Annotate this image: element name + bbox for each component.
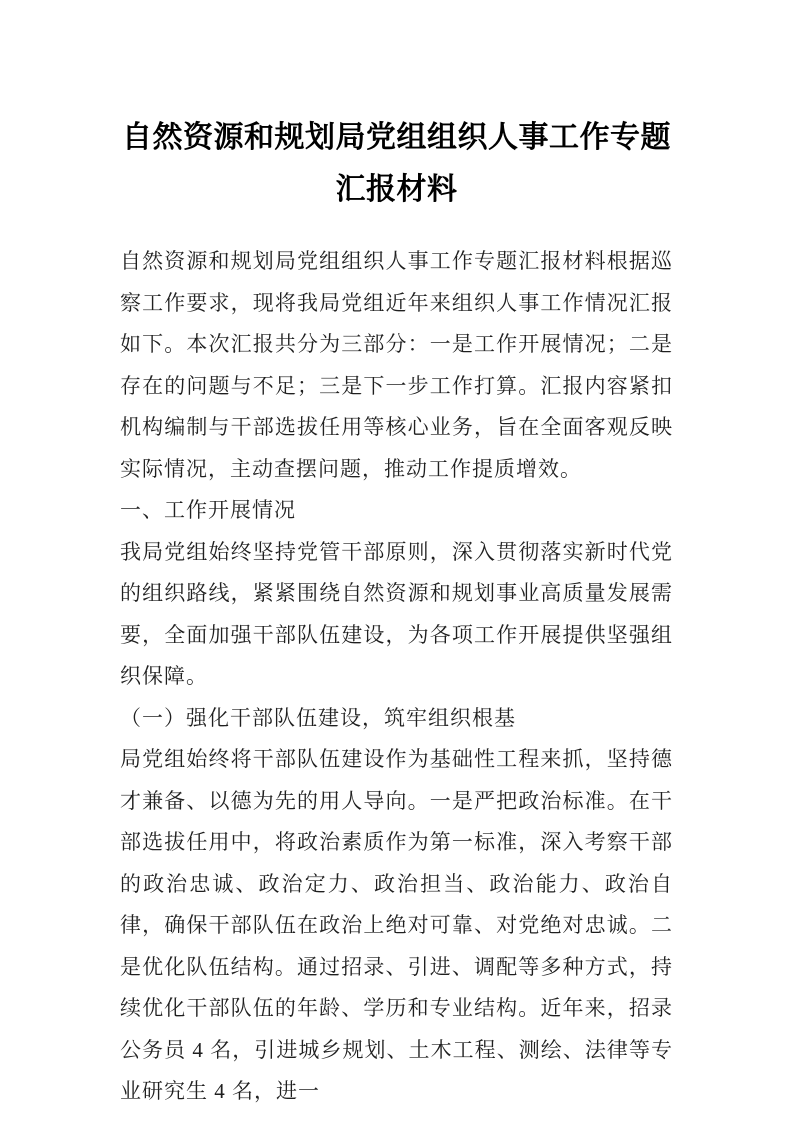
subsection-heading-cadre-team: （一）强化干部队伍建设，筑牢组织根基 [120,705,516,730]
section-heading-work-progress: 一、工作开展情况 [120,498,296,522]
paragraph-cadre-team-building: 局党组始终将干部队伍建设作为基础性工程来抓，坚持德才兼备、以德为先的用人导向。一是严把政治标准。在干部选拔任用中，将政治素质作为第一标准，深入考察干部的政治忠诚、政治定力、政治担当、政治能力、政治自律，确保干部队伍在政治上绝对可靠、对党绝对忠诚。二是优化队伍结构。通过招录、引进、调配等多种方式，持续优化干部队伍的年龄、学历和专业结构。近年来，招录公务员 4 名，引进城乡规划、土木工程、测绘、法律等专业研究生 4 名，进一 [120,747,673,1103]
document-title: 自然资源和规划局党组组织人事工作专题汇报材料 [122,121,671,206]
document-body [120,241,673,1113]
paragraph-section-overview: 我局党组始终坚持党管干部原则，深入贯彻落实新时代党的组织路线，紧紧围绕自然资源和规划事业高质量发展需要，全面加强干部队伍建设，为各项工作开展提供坚强组织保障。 [120,539,673,688]
paragraph-intro: 自然资源和规划局党组组织人事工作专题汇报材料根据巡察工作要求，现将我局党组近年来组织人事工作情况汇报如下。本次汇报共分为三部分：一是工作开展情况；二是存在的问题与不足；三是下一步工作打算。汇报内容紧扣机构编制与干部选拔任用等核心业务，旨在全面客观反映实际情况，主动查摆问题，推动工作提质增效。 [120,249,673,481]
